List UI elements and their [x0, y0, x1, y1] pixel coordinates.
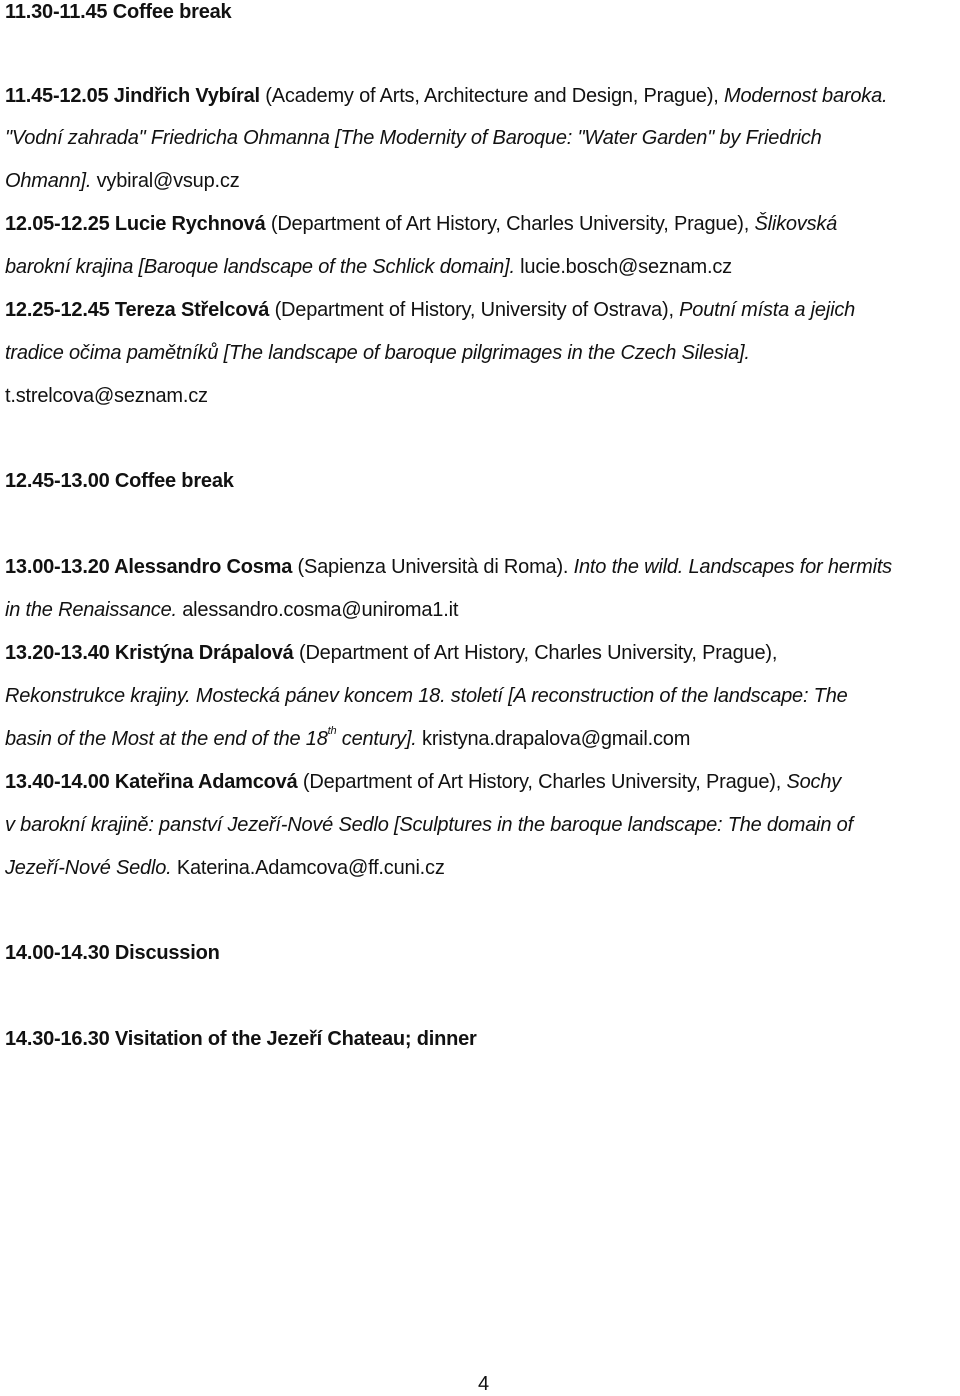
schedule-item-drapalova: [5, 641, 777, 665]
schedule-item-drapalova-line3: [5, 727, 690, 751]
schedule-item-adamcova-line3: [5, 856, 445, 880]
speaker-affiliation: (Department of Art History, Charles University, Prague),: [293, 642, 778, 664]
speaker-affiliation: (Department of Art History, Charles University, Prague),: [265, 213, 755, 235]
session-time-speaker: 13.40-14.00 Kateřina Adamcová: [5, 771, 298, 793]
session-time-title: 14.30-16.30 Visitation of the Jezeří Chateau; dinner: [5, 1028, 477, 1050]
schedule-item-coffee-break-2: [5, 469, 234, 493]
schedule-item-coffee-break-1: [5, 0, 231, 24]
talk-title-continued: "Vodní zahrada" Friedricha Ohmanna [The Modernity of Baroque: "Water Garden" by Friedrich: [5, 127, 822, 149]
schedule-item-vybiral-line3: [5, 169, 240, 193]
talk-title: Rekonstrukce krajiny. Mostecká pánev koncem 18. století [A reconstruction of the landscape: The: [5, 685, 848, 707]
schedule-item-strelcova-line2: [5, 341, 750, 365]
talk-title: Poutní místa a jejich: [679, 299, 856, 321]
speaker-email: alessandro.cosma@uniroma1.it: [176, 599, 459, 621]
schedule-item-cosma: [5, 555, 892, 579]
talk-title-continued: tradice očima pamětníků [The landscape of baroque pilgrimages in the Czech Silesia].: [5, 342, 750, 364]
page-number: 4: [478, 1373, 490, 1395]
schedule-item-cosma-line2: [5, 598, 458, 622]
schedule-item-rychnova: [5, 212, 837, 236]
schedule-item-adamcova-line2: [5, 813, 853, 837]
speaker-email: kristyna.drapalova@gmail.com: [416, 728, 691, 750]
schedule-item-drapalova-line2: [5, 684, 848, 708]
session-time-speaker: 11.45-12.05 Jindřich Vybíral: [5, 85, 260, 107]
session-time-title: 14.00-14.30 Discussion: [5, 942, 220, 964]
speaker-email: lucie.bosch@seznam.cz: [514, 256, 732, 278]
schedule-item-rychnova-line2: [5, 255, 732, 279]
session-time-speaker: 13.20-13.40 Kristýna Drápalová: [5, 642, 294, 664]
speaker-affiliation: (Department of Art History, Charles University, Prague),: [297, 771, 787, 793]
speaker-email: t.strelcova@seznam.cz: [5, 385, 208, 407]
talk-title-continued: barokní krajina [Baroque landscape of the Schlick domain].: [5, 256, 515, 278]
schedule-item-strelcova: [5, 298, 855, 322]
schedule-item-vybiral-line2: [5, 126, 822, 150]
talk-title-continued: v barokní krajině: panství Jezeří-Nové Sedlo [Sculptures in the baroque landscape: The domain of: [5, 814, 853, 836]
schedule-item-discussion: [5, 941, 220, 965]
schedule-item-vybiral: [5, 84, 887, 108]
speaker-affiliation: (Sapienza Università di Roma).: [292, 556, 574, 578]
talk-title-end: Jezeří-Nové Sedlo.: [5, 857, 172, 879]
talk-title-continued: in the Renaissance.: [5, 599, 177, 621]
schedule-item-strelcova-line3: [5, 384, 208, 408]
speaker-affiliation: (Academy of Arts, Architecture and Design, Prague),: [259, 85, 724, 107]
talk-title: Modernost baroka.: [724, 85, 888, 107]
talk-title-end: Ohmann].: [5, 170, 92, 192]
talk-title-end: century].: [336, 728, 417, 750]
session-time-title: 11.30-11.45 Coffee break: [5, 1, 232, 23]
schedule-item-adamcova: [5, 770, 841, 794]
talk-title: Sochy: [786, 771, 842, 793]
session-time-speaker: 12.25-12.45 Tereza Střelcová: [5, 299, 270, 321]
speaker-email: Katerina.Adamcova@ff.cuni.cz: [171, 857, 445, 879]
session-time-title: 12.45-13.00 Coffee break: [5, 470, 234, 492]
schedule-item-visitation: [5, 1027, 477, 1051]
talk-title: Šlikovská: [754, 213, 838, 235]
speaker-email: vybiral@vsup.cz: [91, 170, 240, 192]
speaker-affiliation: (Department of History, University of Ostrava),: [269, 299, 680, 321]
talk-title: Into the wild. Landscapes for hermits: [573, 556, 892, 578]
session-time-speaker: 13.00-13.20 Alessandro Cosma: [5, 556, 293, 578]
ordinal-superscript: th: [327, 725, 337, 738]
session-time-speaker: 12.05-12.25 Lucie Rychnová: [5, 213, 266, 235]
talk-title-continued: basin of the Most at the end of the 18: [5, 728, 328, 750]
